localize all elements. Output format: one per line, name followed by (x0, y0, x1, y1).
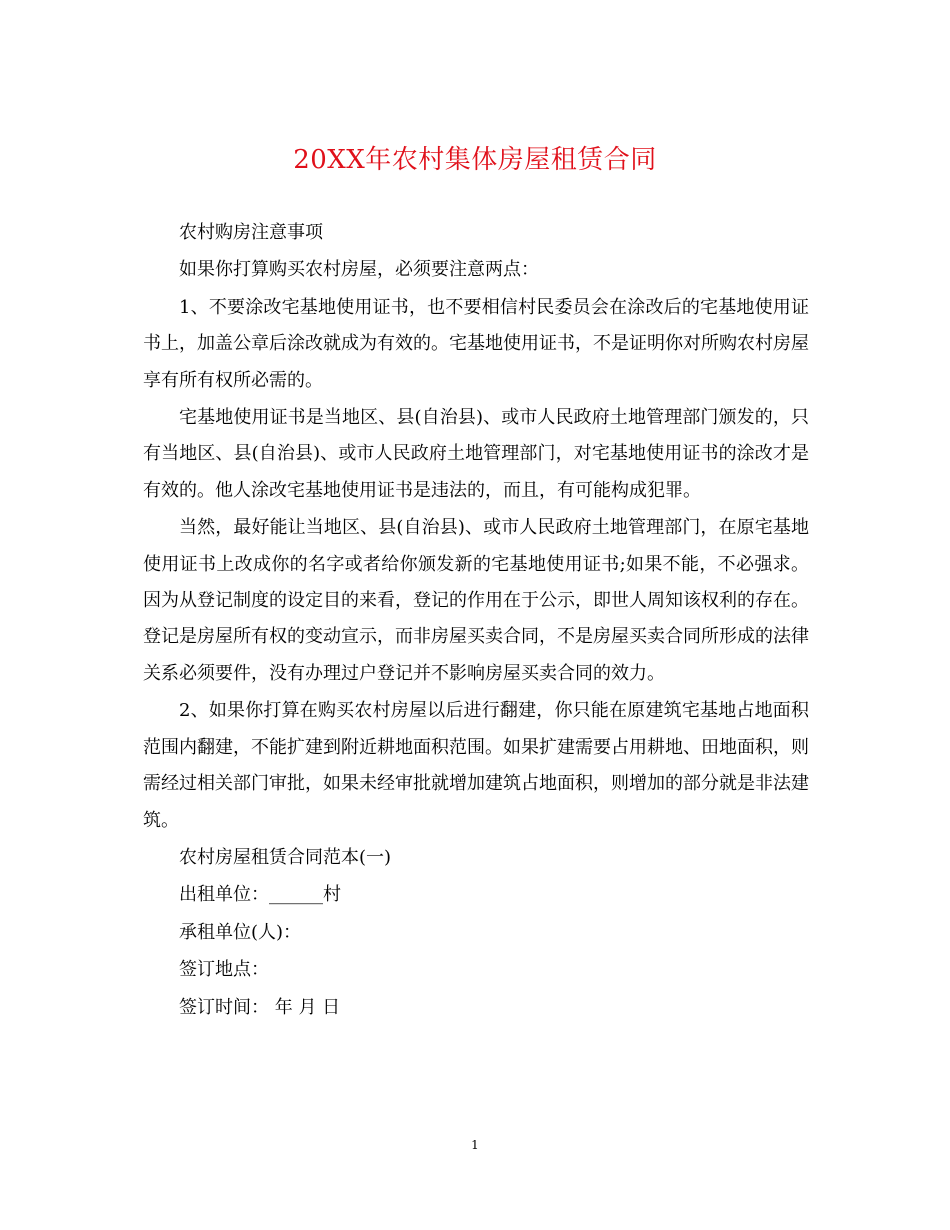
paragraph-heading-notes: 农村购房注意事项 (179, 222, 323, 243)
paragraph-point-2: 2、如果你打算在购买农村房屋以后进行翻建，你只能在原建筑宅基地占地面积范围内翻建，不能扩建到附近耕地面积范围。如果扩建需要占用耕地、田地面积，则需经过相关部门审批，如果未经审批就增加建筑占地面积，则增加的部分就是非法建筑。 (143, 700, 809, 831)
page-number: 1 (471, 1138, 479, 1152)
field-signing-place: 签订地点： (179, 959, 269, 981)
paragraph-registration: 当然，最好能让当地区、县(自治县)、或市人民政府土地管理部门，在原宅基地使用证书上改成你的名字或者给你颁发新的宅基地使用证书;如果不能，不必强求。因为从登记制度的设定目的来看，登记的作用在于公示，即世人周知该权利的存在。登记是房屋所有权的变动宣示，而非房屋买卖合同，不是房屋买卖合同所形成的法律关系必须要件，没有办理过户登记并不影响房屋买卖合同的效力。 (143, 517, 809, 684)
document-body (143, 214, 809, 1026)
paragraph-contract-heading: 农村房屋租赁合同范本(一) (179, 846, 392, 868)
document-title: 20XX年农村集体房屋租赁合同 (293, 145, 657, 175)
paragraph-certificate: 宅基地使用证书是当地区、县(自治县)、或市人民政府土地管理部门颁发的，只有当地区、县(自治县)、或市人民政府土地管理部门，对宅基地使用证书的涂改才是有效的。他人涂改宅基地使用证书是违法的，而且，有可能构成犯罪。 (143, 407, 809, 501)
field-lessor: 出租单位：______村 (179, 884, 341, 906)
paragraph-point-1: 1、不要涂改宅基地使用证书，也不要相信村民委员会在涂改后的宅基地使用证书上，加盖公章后涂改就成为有效的。宅基地使用证书，不是证明你对所购农村房屋享有所有权所必需的。 (143, 296, 809, 391)
field-lessee: 承租单位(人)： (179, 921, 302, 943)
field-signing-date: 签订时间： 年 月 日 (179, 996, 341, 1018)
paragraph-intro: 如果你打算购买农村房屋，必须要注意两点： (179, 259, 539, 281)
